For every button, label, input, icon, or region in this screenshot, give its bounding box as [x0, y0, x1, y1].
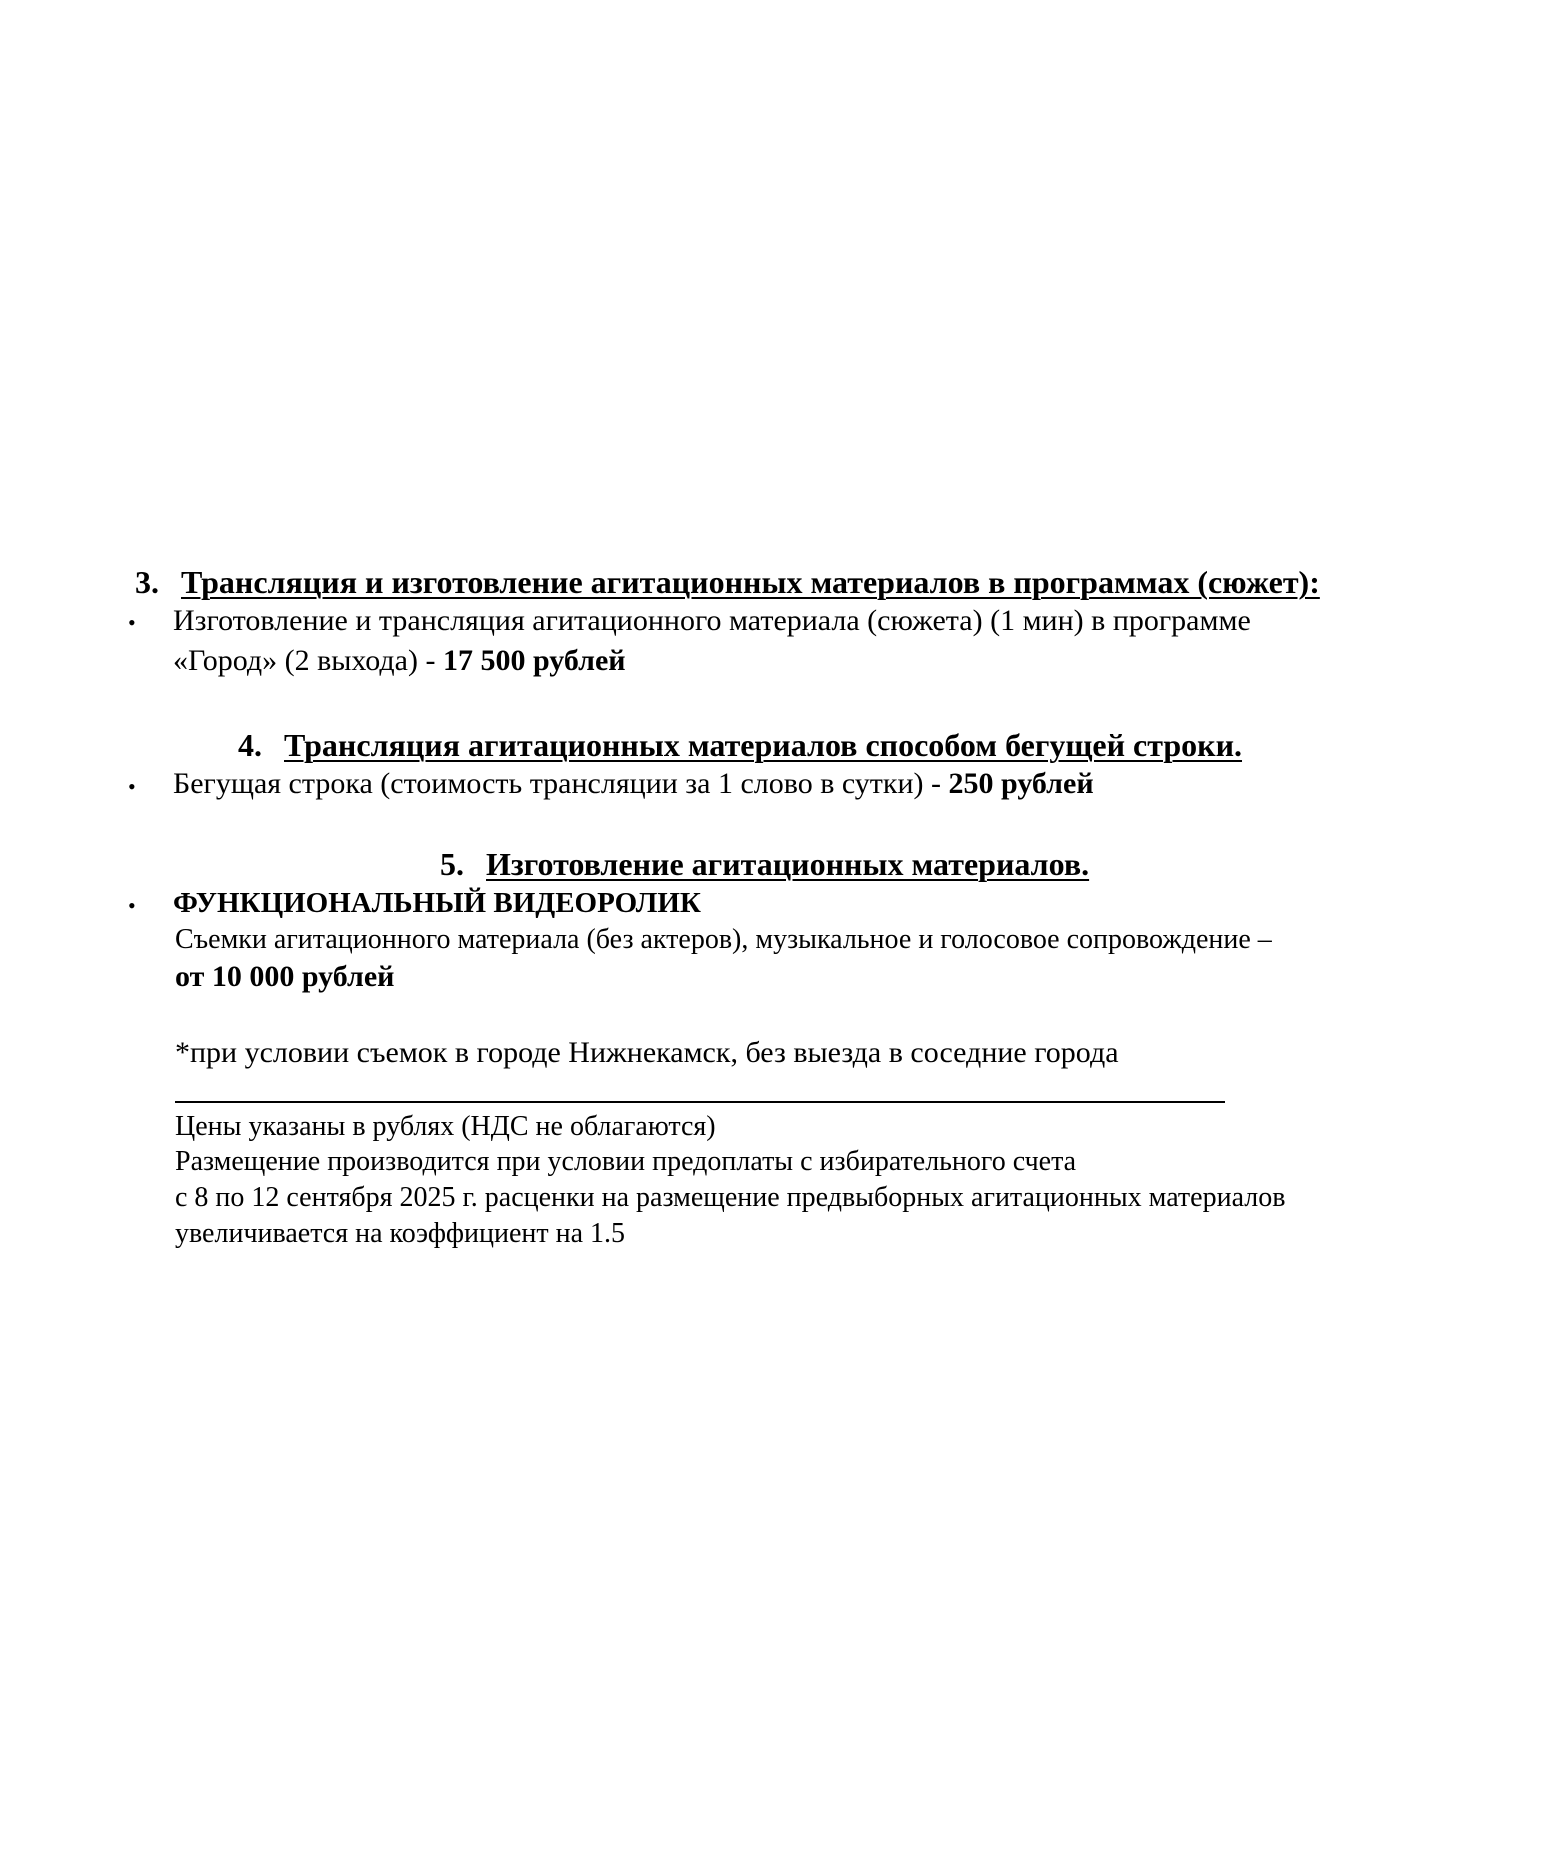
section-3-heading	[135, 566, 1320, 598]
section-4-heading	[238, 729, 1242, 761]
section-4-item-text: Бегущая строка (стоимость трансляции за 1 слово в сутки) -	[173, 767, 949, 800]
section-3-item-line1: Изготовление и трансляция агитационного материала (сюжета) (1 мин) в программе	[173, 604, 1251, 637]
bullet-icon: •	[128, 893, 136, 918]
section-3-item-line2	[173, 646, 626, 676]
section-4-item	[173, 769, 1094, 799]
section-5-item-title: ФУНКЦИОНАЛЬНЫЙ ВИДЕОРОЛИК	[173, 887, 701, 919]
footnote: *при условии съемок в городе Нижнекамск, без выезда в соседние города	[175, 1036, 1119, 1069]
section-5-heading	[440, 848, 1089, 880]
section-5-item-description: Съемки агитационного материала (без актеров), музыкальное и голосовое сопровождение –	[175, 924, 1272, 955]
section-4-title: Трансляция агитационных материалов способом бегущей строки.	[284, 727, 1243, 763]
section-5-number: 5.	[440, 846, 464, 882]
note-rates-period: с 8 по 12 сентября 2025 г. расценки на размещение предвыборных агитационных материалов	[175, 1182, 1286, 1213]
section-4-item-price: 250 рублей	[948, 767, 1094, 800]
section-3-title: Трансляция и изготовление агитационных материалов в программах (сюжет):	[181, 564, 1320, 600]
section-3-number: 3.	[135, 564, 159, 600]
section-3-item-text: «Город» (2 выхода) -	[173, 644, 443, 677]
note-prepayment: Размещение производится при условии предоплаты с избирательного счета	[175, 1146, 1077, 1177]
note-vat: Цены указаны в рублях (НДС не облагаются)	[175, 1111, 716, 1142]
note-coefficient: увеличивается на коэффициент на 1.5	[175, 1218, 626, 1249]
section-4-number: 4.	[238, 727, 262, 763]
section-5-title: Изготовление агитационных материалов.	[486, 846, 1090, 882]
section-3-item-price: 17 500 рублей	[442, 644, 626, 677]
section-5-item-price: от 10 000 рублей	[175, 960, 395, 993]
bullet-icon: •	[128, 774, 136, 799]
bullet-icon: •	[128, 610, 136, 635]
divider-line	[175, 1101, 1225, 1103]
